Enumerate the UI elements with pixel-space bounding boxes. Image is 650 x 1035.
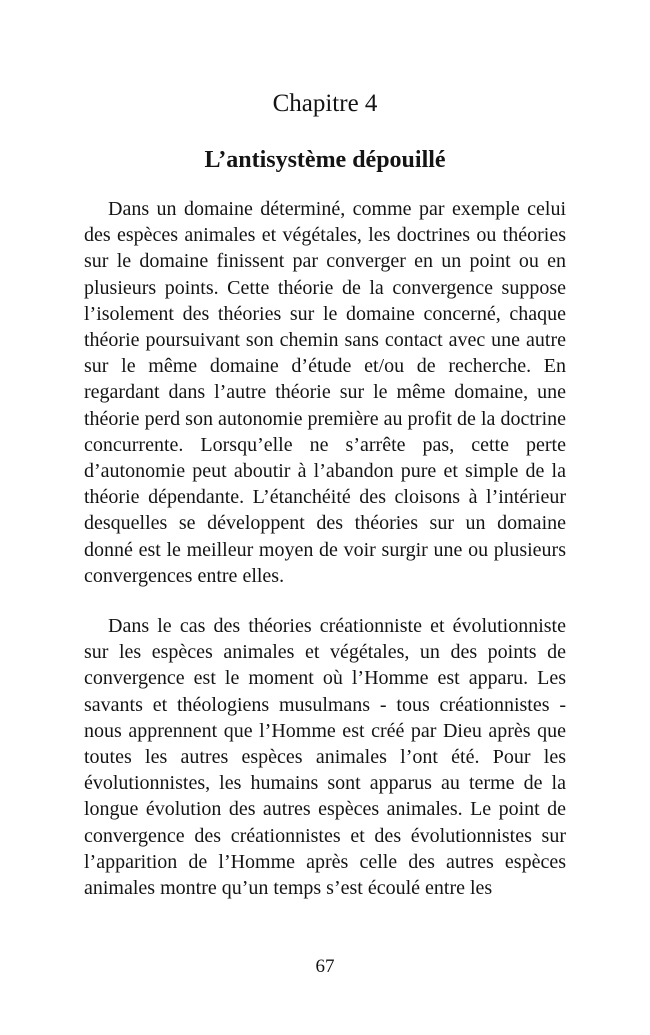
- body-text: [84, 196, 566, 901]
- paragraph: Dans un domaine déterminé, comme par exemple celui des espèces animales et végétales, les doctrines ou théories sur le domaine finissent par converger en un point ou en plusieurs points. Cette théorie de la convergence suppose l’isolement des théories sur le domaine concerné, chaque théorie poursuivant son chemin sans contact avec une autre sur le même domaine d’étude et/ou de recherche. En regardant dans l’autre théorie sur le même domaine, une théorie perd son autonomie première au profit de la doctrine concurrente. Lorsqu’elle ne s’arrête pas, cette perte d’autonomie peut aboutir à l’abandon pure et simple de la théorie dépendante. L’étanchéité des cloisons à l’intérieur desquelles se développent des théories sur un domaine donné est le meilleur moyen de voir surgir une ou plusieurs convergences entre elles.: [84, 198, 566, 587]
- chapter-title: L’antisystème dépouillé: [204, 147, 446, 173]
- chapter-number: Chapitre 4: [272, 90, 378, 117]
- book-page: [84, 0, 566, 1035]
- page-number: 67: [315, 956, 335, 977]
- paragraph: Dans le cas des théories créationniste et évolutionniste sur les espèces animales et végétales, un des points de convergence est le moment où l’Homme est apparu. Les savants et théologiens musulmans - tous créationnistes - nous apprennent que l’Homme est créé par Dieu après que toutes les autres espèces animales l’ont été. Pour les évolutionnistes, les humains sont apparus au terme de la longue évolution des autres espèces animales. Le point de convergence des créationnistes et des évolutionnistes sur l’apparition de l’Homme après celle des autres espèces animales montre qu’un temps s’est écoulé entre les: [84, 615, 566, 900]
